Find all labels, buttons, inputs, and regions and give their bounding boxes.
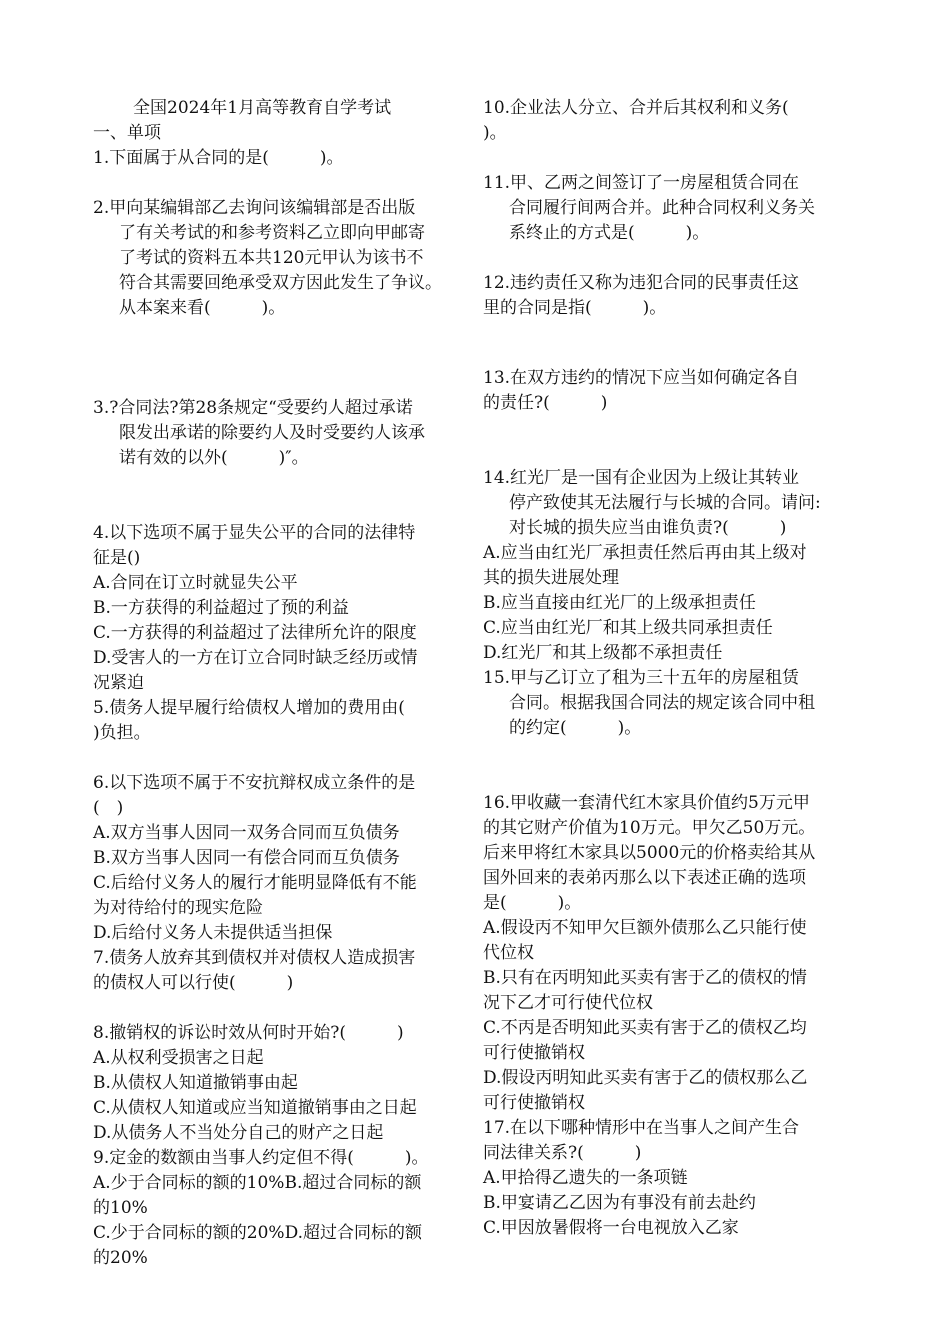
question-16-line: 的其它财产价值为10万元。甲欠乙50万元。: [483, 818, 816, 838]
question-16-option: 可行使撤销权: [483, 1093, 585, 1113]
question-16-option: 况下乙才可行使代位权: [483, 993, 653, 1013]
question-14-option: A.应当由红光厂承担责任然后再由其上级对: [483, 543, 807, 563]
section-heading: 一、单项: [93, 123, 161, 143]
question-6-line: 6.以下选项不属于不安抗辩权成立条件的是: [93, 773, 416, 793]
question-17-line: 17.在以下哪种情形中在当事人之间产生合: [483, 1118, 800, 1138]
question-2-line: 了有关考试的和参考资料乙立即向甲邮寄: [119, 223, 425, 243]
question-16-option: A.假设丙不知甲欠巨额外债那么乙只能行使: [483, 918, 807, 938]
question-2-line: 了考试的资料五本共120元甲认为该书不: [119, 248, 424, 268]
question-4-option: A.合同在订立时就显失公平: [93, 573, 298, 593]
question-16-line: 国外回来的表弟丙那么以下表述正确的选项: [483, 868, 806, 888]
question-15-line: 15.甲与乙订立了租为三十五年的房屋租赁: [483, 668, 800, 688]
question-11-line: 合同履行间两合并。此种合同权利义务关: [509, 198, 815, 218]
question-8-option: C.从债权人知道或应当知道撤销事由之日起: [93, 1098, 417, 1118]
question-4-option: 况紧迫: [93, 673, 144, 693]
question-16-option: B.只有在丙明知此买卖有害于乙的债权的情: [483, 968, 807, 988]
question-10-line: )。: [483, 123, 507, 143]
question-6-line: ( ): [93, 798, 124, 818]
question-11-line: 系终止的方式是( )。: [509, 223, 710, 243]
question-4-line: 4.以下选项不属于显失公平的合同的法律特: [93, 523, 416, 543]
question-2-line: 2.甲向某编辑部乙去询问该编辑部是否出版: [93, 198, 416, 218]
question-5-line: 5.债务人提早履行给债权人增加的费用由(: [93, 698, 405, 718]
question-2-line: 从本案来看( )。: [119, 298, 286, 318]
question-3-line: 诺有效的以外( )″。: [119, 448, 309, 468]
question-8-option: A.从权利受损害之日起: [93, 1048, 264, 1068]
question-3-line: 限发出承诺的除要约人及时受要约人该承: [119, 423, 425, 443]
question-17-option: B.甲宴请乙乙因为有事没有前去赴约: [483, 1193, 756, 1213]
question-16-option: D.假设丙明知此买卖有害于乙的债权那么乙: [483, 1068, 808, 1088]
question-8-option: B.从债权人知道撤销事由起: [93, 1073, 298, 1093]
question-16-line: 是( )。: [483, 893, 582, 913]
question-6-option: 为对待给付的现实危险: [93, 898, 263, 918]
question-6-option: C.后给付义务人的履行才能明显降低有不能: [93, 873, 417, 893]
question-16-option: 代位权: [483, 943, 534, 963]
question-17-line: 同法律关系?( ): [483, 1143, 642, 1163]
question-16-line: 16.甲收藏一套清代红木家具价值约5万元甲: [483, 793, 810, 813]
question-4-option: B.一方获得的利益超过了预的利益: [93, 598, 349, 618]
question-14-line: 停产致使其无法履行与长城的合同。请问:: [509, 493, 821, 513]
question-8-line: 8.撤销权的诉讼时效从何时开始?( ): [93, 1023, 404, 1043]
question-9-option: 的10%: [93, 1198, 148, 1218]
right-column: [483, 96, 863, 1241]
question-2-line: 符合其需要回绝承受双方因此发生了争议。: [119, 273, 442, 293]
question-16-line: 后来甲将红木家具以5000元的价格卖给其从: [483, 843, 816, 863]
exam-title: 全国2024年1月高等教育自学考试: [133, 98, 392, 118]
question-13-line: 的责任?( ): [483, 393, 608, 413]
question-16-option: 可行使撤销权: [483, 1043, 585, 1063]
question-11-line: 11.甲、乙两之间签订了一房屋租赁合同在: [483, 173, 800, 193]
question-4-option: C.一方获得的利益超过了法律所允许的限度: [93, 623, 417, 643]
question-3-line: 3.?合同法?第28条规定“受要约人超过承诺: [93, 398, 413, 418]
question-14-option: 其的损失进展处理: [483, 568, 619, 588]
question-15-line: 的约定( )。: [509, 718, 642, 738]
question-4-option: D.受害人的一方在订立合同时缺乏经历或情: [93, 648, 418, 668]
question-9-option: C.少于合同标的额的20%D.超过合同标的额: [93, 1223, 423, 1243]
question-14-option: B.应当直接由红光厂的上级承担责任: [483, 593, 756, 613]
question-17-option: A.甲拾得乙遗失的一条项链: [483, 1168, 688, 1188]
question-7-line: 7.债务人放弃其到债权并对债权人造成损害: [93, 948, 416, 968]
left-column: [93, 96, 473, 1271]
question-7-line: 的债权人可以行使( ): [93, 973, 294, 993]
question-8-option: D.从债务人不当处分自己的财产之日起: [93, 1123, 384, 1143]
question-9-option: 的20%: [93, 1248, 148, 1268]
question-17-option: C.甲因放暑假将一台电视放入乙家: [483, 1218, 739, 1238]
question-5-line: )负担。: [93, 723, 151, 743]
question-1: 1.下面属于从合同的是( )。: [93, 148, 344, 168]
question-16-option: C.不丙是否明知此买卖有害于乙的债权乙均: [483, 1018, 807, 1038]
question-9-line: 9.定金的数额由当事人约定但不得( )。: [93, 1148, 429, 1168]
question-6-option: B.双方当事人因同一有偿合同而互负债务: [93, 848, 400, 868]
question-15-line: 合同。根据我国合同法的规定该合同中租: [509, 693, 815, 713]
question-13-line: 13.在双方违约的情况下应当如何确定各自: [483, 368, 800, 388]
question-10-line: 10.企业法人分立、合并后其权利和义务(: [483, 98, 789, 118]
question-14-line: 对长城的损失应当由谁负责?( ): [509, 518, 787, 538]
question-14-line: 14.红光厂是一国有企业因为上级让其转业: [483, 468, 800, 488]
question-9-option: A.少于合同标的额的10%B.超过合同标的额: [93, 1173, 422, 1193]
question-12-line: 12.违约责任又称为违犯合同的民事责任这: [483, 273, 800, 293]
question-6-option: A.双方当事人因同一双务合同而互负债务: [93, 823, 400, 843]
question-14-option: C.应当由红光厂和其上级共同承担责任: [483, 618, 773, 638]
question-14-option: D.红光厂和其上级都不承担责任: [483, 643, 723, 663]
question-6-option: D.后给付义务人未提供适当担保: [93, 923, 333, 943]
question-4-line: 征是(): [93, 548, 141, 568]
question-12-line: 里的合同是指( )。: [483, 298, 667, 318]
